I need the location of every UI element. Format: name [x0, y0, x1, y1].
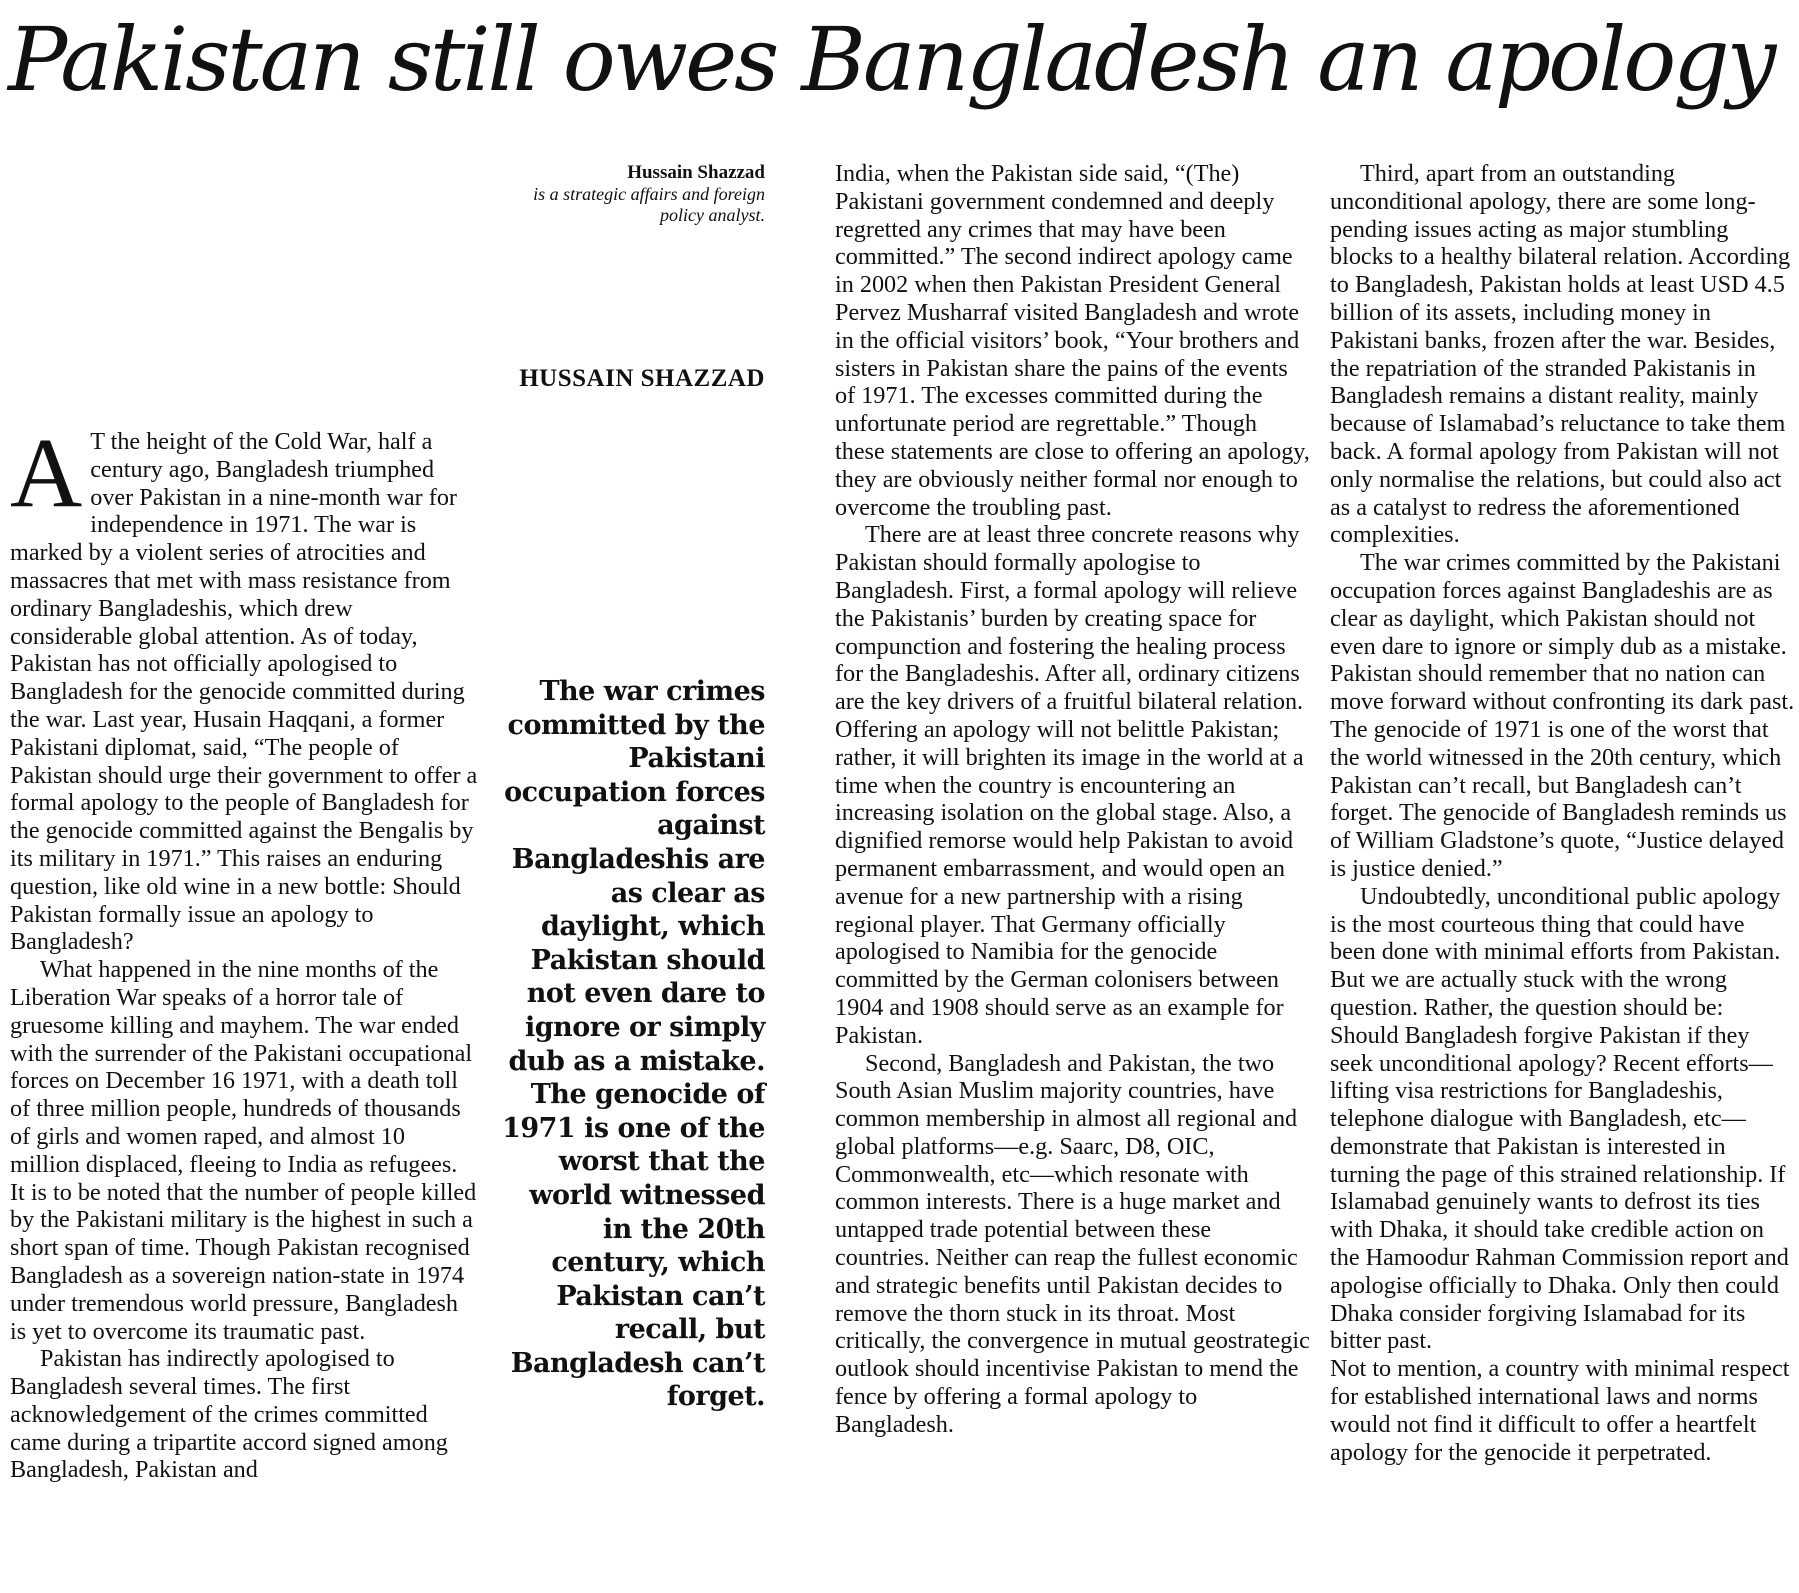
paragraph-text: T the height of the Cold War, half a century ago, Bangladesh triumphed over Pakistan in a nine-month war for independence in 1971. The war is marked by a violent series of atrocities and massacres that met with mass resistance from ordinary Bangladeshis, which drew considerable global attention. As of today, Pakistan has not officially apologised to Bangladesh for the genocide committed during the war. Last year, Husain Haqqani, a former Pakistani diplomat, said, “The people of Pakistan should urge their government to offer a formal apology to the people of Bangladesh for the genocide committed against the Bengalis by its military in 1971.” This raises an enduring question, like old wine in a new bottle: Should Pakistan formally issue an apology to Bangladesh? — [10, 428, 478, 956]
drop-cap: A — [10, 417, 83, 528]
paragraph: Second, Bangladesh and Pakistan, the two South Asian Muslim majority countries, have common membership in almost all regional and global platforms—e.g. Saarc, D8, OIC, Commonwealth, etc—which resonate with common interests. There is a huge market and untapped trade potential between these countries. Neither can reap the fullest economic and strategic benefits until Pakistan decides to remove the thorn stuck in its throat. Most critically, the convergence in mutual geostrategic outlook should incentivise Pakistan to mend the fence by offering a formal apology to Bangladesh. — [835, 1049, 1310, 1438]
paragraph: There are at least three concrete reasons why Pakistan should formally apologise to Bangladesh. First, a formal apology will relieve the Pakistanis’ burden by creating space for compunction and fostering the healing process for the Bangladeshis. After all, ordinary citizens are the key drivers of a fruitful bilateral relation. Offering an apology will not belittle Pakistan; rather, it will brighten its image in the world at a time when the country is encountering an increasing isolation on the global stage. Also, a dignified remorse would help Pakistan to avoid permanent embarrassment, and would open an avenue for a new partnership with a rising regional player. That Germany officially apologised to Namibia for the genocide committed by the German colonisers between 1904 and 1908 should serve as an example for Pakistan. — [835, 521, 1304, 1049]
paragraph: The war crimes committed by the Pakistani occupation forces against Bangladeshis are as clear as daylight, which Pakistan should not even dare to ignore or simply dub as a mistake. Pakistan should remember that no nation can move forward without confronting its dark past. The genocide of 1971 is one of the worst that the world witnessed in the 20th century, which Pakistan can’t recall, but Bangladesh can’t forget. The genocide of Bangladesh reminds us of William Gladstone’s quote, “Justice delayed is justice denied.” — [1330, 549, 1795, 882]
article-column-2 — [835, 160, 1310, 1439]
paragraph: Not to mention, a country with minimal respect for established international laws and norms would not find it difficult to offer a heartfelt apology for the genocide it perpetrated. — [1330, 1355, 1790, 1466]
byline: HUSSAIN SHAZZAD — [519, 365, 765, 392]
paragraph — [10, 417, 478, 956]
headline: Pakistan still owes Bangladesh an apology — [8, 8, 1774, 111]
pull-quote: The war crimes committed by the Pakistani occupation forces against Bangladeshis are as clear as daylight, which Pakistan should not even dare to ignore or simply dub as a mistake. The genocide of 1971 is one of the worst that the world witnessed in the 20th century, which Pakistan can’t recall, but Bangladesh can’t forget. — [502, 676, 765, 1413]
paragraph: Undoubtedly, unconditional public apology is the most courteous thing that could have been done with minimal efforts from Pakistan. But we are actually stuck with the wrong question. Rather, the question should be: Should Bangladesh forgive Pakistan if they seek unconditional apology? Recent efforts—lifting visa restrictions for Bangladeshis, telephone dialogue with Bangladesh, etc—demonstrate that Pakistan is interested in turning the page of this strained relationship. If Islamabad genuinely wants to defrost its ties with Dhaka, it should take credible action on the Hamoodur Rahman Commission report and apologise officially to Dhaka. Only then could Dhaka consider forgiving Islamabad for its bitter past. — [1330, 882, 1789, 1355]
author-info — [520, 162, 765, 226]
author-name: Hussain Shazzad — [627, 162, 765, 183]
paragraph: Pakistan has indirectly apologised to Bangladesh several times. The first acknowledgement of the crimes committed came during a tripartite accord signed among Bangladesh, Pakistan and — [10, 1345, 448, 1484]
paragraph: Third, apart from an outstanding unconditional apology, there are some long-pending issues acting as major stumbling blocks to a healthy bilateral relation. According to Bangladesh, Pakistan holds at least USD 4.5 billion of its assets, including money in Pakistani banks, frozen after the war. Besides, the repatriation of the stranded Pakistanis in Bangladesh remains a distant reality, mainly because of Islamabad’s reluctance to take them back. A formal apology from Pakistan will not only normalise the relations, but could also act as a catalyst to redress the aforementioned complexities. — [1330, 160, 1791, 549]
article-column-3 — [1330, 160, 1795, 1466]
paragraph: India, when the Pakistan side said, “(The) Pakistani government condemned and deeply regretted any crimes that may have been committed.” The second indirect apology came in 2002 when then Pakistan President General Pervez Musharraf visited Bangladesh and wrote in the official visitors’ book, “Your brothers and sisters in Pakistan share the pains of the events of 1971. The excesses committed during the unfortunate period are regrettable.” Though these statements are close to offering an apology, they are obviously neither formal nor enough to overcome the troubling past. — [835, 160, 1310, 521]
author-bio: is a strategic affairs and foreign policy analyst. — [533, 184, 765, 225]
paragraph: What happened in the nine months of the Liberation War speaks of a horror tale of gruesome killing and mayhem. The war ended with the surrender of the Pakistani occupational forces on December 16 1971, with a death toll of three million people, hundreds of thousands of girls and women raped, and almost 10 million displaced, fleeing to India as refugees. It is to be noted that the number of people killed by the Pakistani military is the highest in such a short span of time. Though Pakistan recognised Bangladesh as a sovereign nation-state in 1974 under tremendous world pressure, Bangladesh is yet to overcome its traumatic past. — [10, 956, 477, 1345]
article-column-1 — [10, 417, 478, 1484]
